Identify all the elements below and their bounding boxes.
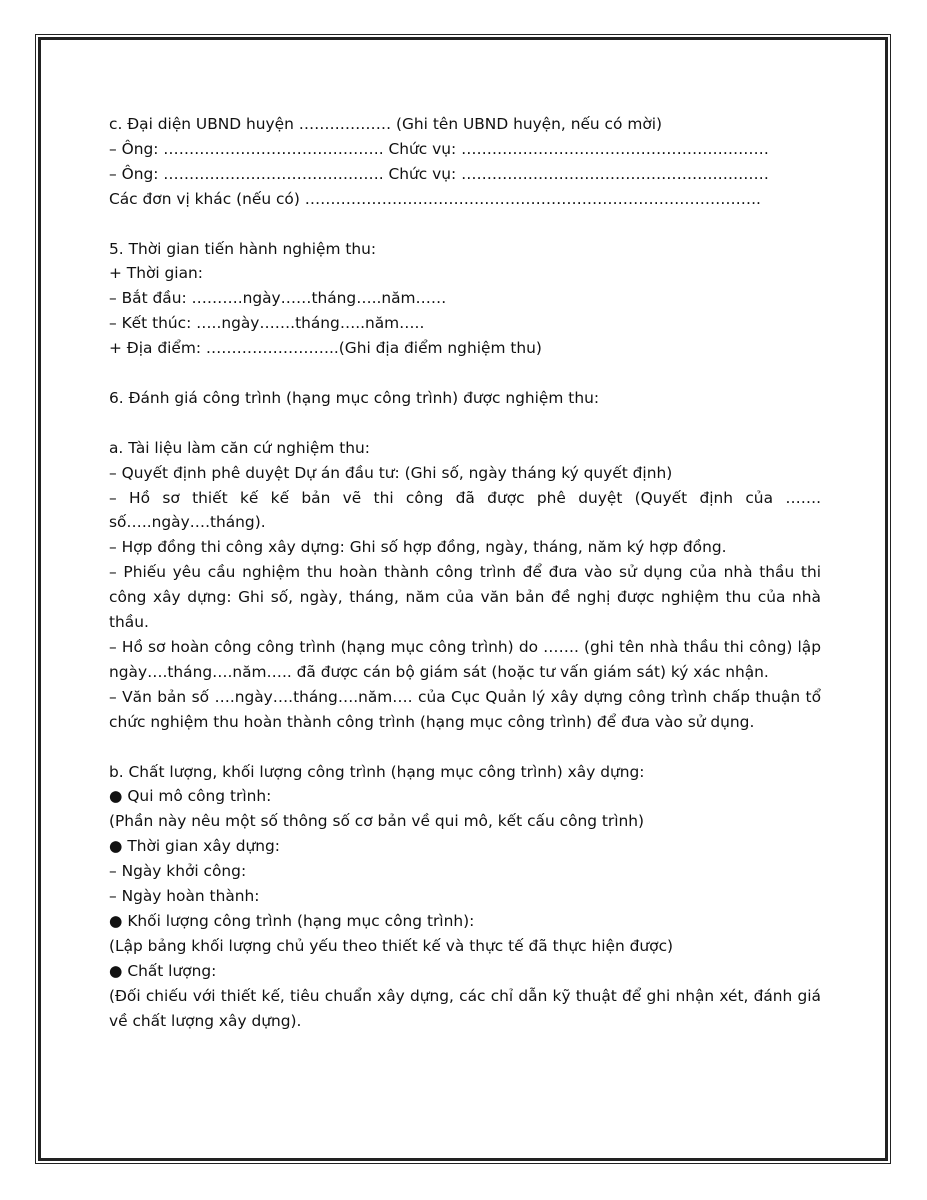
section-5-start: – Bắt đầu: ……….ngày……tháng…..năm…… (109, 289, 447, 308)
spacer (109, 361, 821, 386)
section-b-volume-label: ● Khối lượng công trình (hạng mục công trình): (109, 911, 475, 930)
section-c-heading: c. Đại diện UBND huyện ……………… (Ghi tên UBND huyện, nếu có mời) (109, 115, 663, 133)
section-b-finish-date: – Ngày hoàn thành: (109, 887, 260, 906)
section-a-heading: a. Tài liệu làm căn cứ nghiệm thu: (109, 438, 370, 457)
section-b-scale-note: (Phần này nêu một số thông số cơ bản về qui mô, kết cấu công trình) (109, 812, 645, 831)
section-a-item-1: – Quyết định phê duyệt Dự án đầu tư: (Ghi số, ngày tháng ký quyết định) (109, 463, 673, 482)
section-b-volume-note: (Lập bảng khối lượng chủ yếu theo thiết kế và thực tế đã thực hiện được) (109, 936, 674, 955)
section-c-person-1: – Ông: ……………………………………. Chức vụ: …………………………………………………… (109, 139, 769, 158)
section-a-item-6: – Văn bản số ….ngày….tháng….năm…. của Cục Quản lý xây dựng công trình chấp thuận tổ chức nghiệm thu hoàn thành công trình (hạng mục công trình) để đưa vào sử dụng. (109, 687, 821, 731)
section-b-heading: b. Chất lượng, khối lượng công trình (hạng mục công trình) xây dựng: (109, 762, 645, 781)
section-b-start-date: – Ngày khởi công: (109, 862, 247, 881)
section-a-item-3: – Hợp đồng thi công xây dựng: Ghi số hợp đồng, ngày, tháng, năm ký hợp đồng. (109, 538, 727, 557)
spacer (109, 411, 821, 436)
section-a-item-2: – Hồ sơ thiết kế kế bản vẽ thi công đã được phê duyệt (Quyết định của ……. số…..ngày….tháng). (109, 488, 821, 532)
section-5-location: + Địa điểm: ……………………..(Ghi địa điểm nghiệm thu) (109, 339, 542, 358)
section-b-time-label: ● Thời gian xây dựng: (109, 837, 280, 856)
section-5-time-label: + Thời gian: (109, 264, 203, 283)
section-5-heading: 5. Thời gian tiến hành nghiệm thu: (109, 239, 377, 258)
spacer (109, 735, 821, 760)
section-b-quality-label: ● Chất lượng: (109, 961, 217, 980)
spacer (109, 212, 821, 237)
section-a-item-4: – Phiếu yêu cầu nghiệm thu hoàn thành công trình để đưa vào sử dụng của nhà thầu thi công xây dựng: Ghi số, ngày, tháng, năm của văn bản đề nghị được nghiệm thu của nhà thầu. (109, 563, 821, 632)
section-c-other-units: Các đơn vị khác (nếu có) …………………………………………………………………………….. (109, 189, 761, 208)
document-body (109, 112, 821, 1033)
section-b-quality-note: (Đối chiếu với thiết kế, tiêu chuẩn xây dựng, các chỉ dẫn kỹ thuật để ghi nhận xét, đánh giá về chất lượng xây dựng). (109, 986, 821, 1030)
section-5-end: – Kết thúc: …..ngày…….tháng…..năm….. (109, 314, 425, 333)
section-b-scale-label: ● Qui mô công trình: (109, 787, 272, 806)
section-c-person-2: – Ông: ……………………………………. Chức vụ: …………………………………………………… (109, 164, 769, 183)
section-a-item-5: – Hồ sơ hoàn công công trình (hạng mục công trình) do ……. (ghi tên nhà thầu thi công) lập ngày….tháng….năm….. đã được cán bộ giám sát (hoặc tư vấn giám sát) ký xác nhận. (109, 637, 821, 681)
section-6-heading: 6. Đánh giá công trình (hạng mục công trình) được nghiệm thu: (109, 388, 600, 407)
